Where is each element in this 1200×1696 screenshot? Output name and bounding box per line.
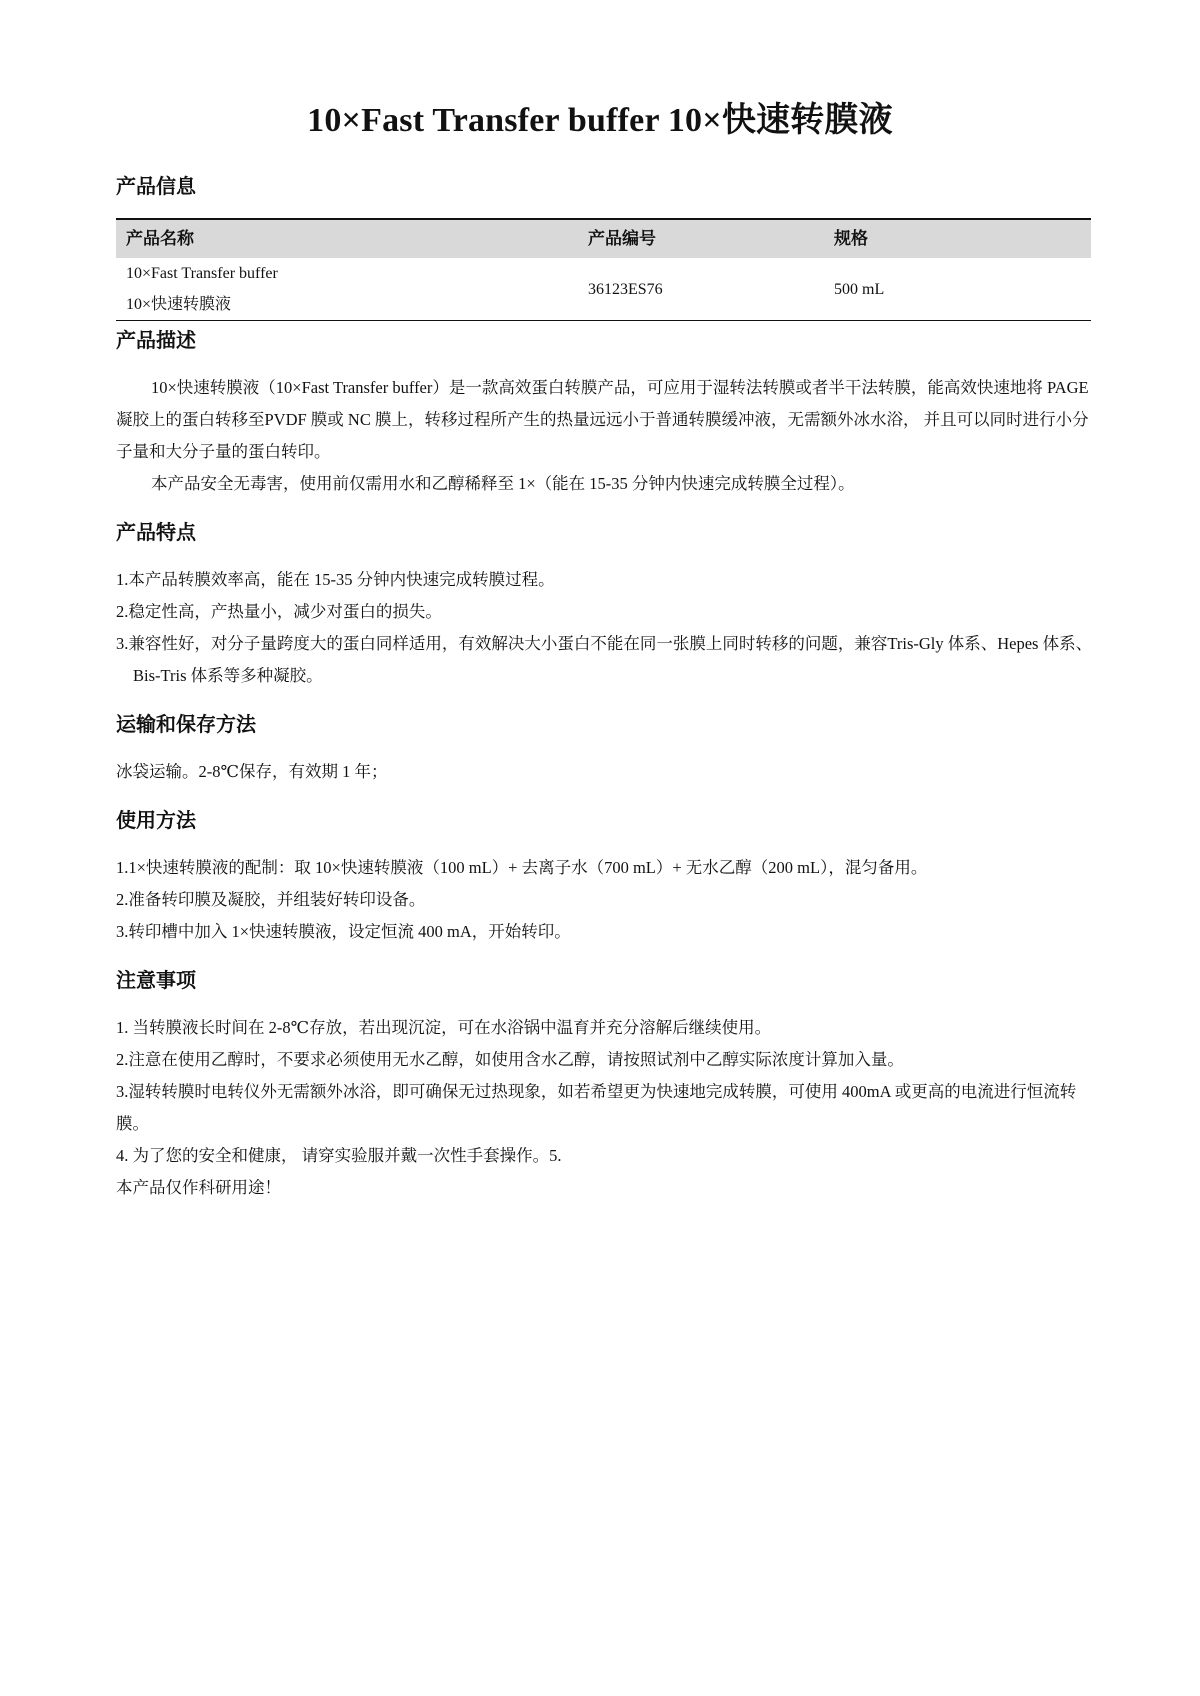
section-heading-description: 产品描述 bbox=[116, 328, 196, 352]
section-heading-storage: 运输和保存方法 bbox=[116, 712, 256, 736]
description-paragraph-1: 10×快速转膜液（10×Fast Transfer buffer）是一款高效蛋白转膜产品，可应用于湿转法转膜或者半干法转膜，能高效快速地将 PAGE 凝胶上的蛋白转移至PVDF 膜或 NC 膜上，转移过程所产生的热量远远小于普通转膜缓冲液，无需额外冰水浴， 并且可以同时进行小分子量和大分子量的蛋白转印。 bbox=[116, 378, 1089, 461]
usage-item-2: 2.准备转印膜及凝胶，并组装好转印设备。 bbox=[116, 890, 426, 909]
header-product-code: 产品编号 bbox=[588, 229, 656, 249]
feature-item-2: 2.稳定性高，产热量小，减少对蛋白的损失。 bbox=[116, 602, 442, 621]
section-heading-usage: 使用方法 bbox=[116, 808, 196, 832]
note-item-4: 4. 为了您的安全和健康， 请穿实验服并戴一次性手套操作。5. bbox=[116, 1146, 562, 1165]
header-spec: 规格 bbox=[834, 229, 868, 249]
note-item-3: 3.湿转转膜时电转仪外无需额外冰浴，即可确保无过热现象，如若希望更为快速地完成转膜，可使用 400mA 或更高的电流进行恒流转膜。 bbox=[116, 1082, 1077, 1133]
feature-item-3: 3.兼容性好，对分子量跨度大的蛋白同样适用，有效解决大小蛋白不能在同一张膜上同时转移的问题，兼容Tris-Gly 体系、Hepes 体系、Bis-Tris 体系等多种凝胶。 bbox=[116, 634, 1093, 685]
product-name-en: 10×Fast Transfer buffer bbox=[126, 265, 278, 282]
description-paragraph-2: 本产品安全无毒害，使用前仅需用水和乙醇稀释至 1×（能在 15-35 分钟内快速完成转膜全过程）。 bbox=[151, 474, 855, 493]
product-table bbox=[116, 218, 1091, 321]
document-title: 10×Fast Transfer buffer 10×快速转膜液 bbox=[307, 102, 893, 139]
section-heading-features: 产品特点 bbox=[116, 520, 196, 544]
product-table-header bbox=[116, 220, 1091, 258]
product-spec: 500 mL bbox=[834, 281, 885, 298]
usage-item-3: 3.转印槽中加入 1×快速转膜液，设定恒流 400 mA，开始转印。 bbox=[116, 922, 571, 941]
usage-item-1: 1.1×快速转膜液的配制：取 10×快速转膜液（100 mL）+ 去离子水（700 mL）+ 无水乙醇（200 mL），混匀备用。 bbox=[116, 858, 928, 877]
note-item-5: 本产品仅作科研用途！ bbox=[116, 1178, 281, 1197]
section-heading-notes: 注意事项 bbox=[116, 968, 196, 992]
storage-text: 冰袋运输。2-8℃保存，有效期 1 年； bbox=[116, 762, 388, 781]
section-heading-info: 产品信息 bbox=[116, 174, 196, 198]
product-table-row bbox=[116, 258, 1091, 320]
note-item-2: 2.注意在使用乙醇时，不要求必须使用无水乙醇，如使用含水乙醇，请按照试剂中乙醇实际浓度计算加入量。 bbox=[116, 1050, 904, 1069]
note-item-1: 1. 当转膜液长时间在 2-8℃存放，若出现沉淀，可在水浴锅中温育并充分溶解后继续使用。 bbox=[116, 1018, 772, 1037]
header-product-name: 产品名称 bbox=[126, 229, 194, 249]
product-name-cn: 10×快速转膜液 bbox=[126, 296, 232, 313]
feature-item-1: 1.本产品转膜效率高，能在 15-35 分钟内快速完成转膜过程。 bbox=[116, 570, 555, 589]
product-code: 36123ES76 bbox=[588, 281, 663, 298]
